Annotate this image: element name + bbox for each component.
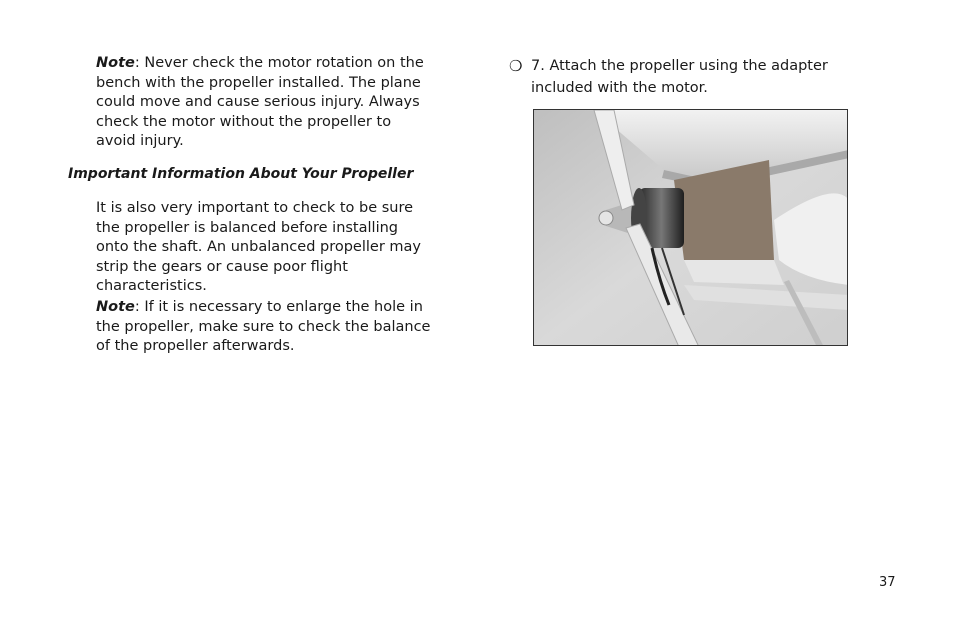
note-paragraph-motor-rotation bbox=[96, 54, 426, 152]
note-paragraph-enlarge-hole bbox=[96, 298, 431, 357]
motor-propeller-photo bbox=[533, 109, 848, 346]
note-text: : Never check the motor rotation on the bench with the propeller installed. The plane could move and cause serious injury. Always check the motor without the propeller to avoid injury. bbox=[96, 55, 424, 150]
step-7-instruction bbox=[509, 55, 874, 99]
page-number: 37 bbox=[879, 575, 896, 590]
step-text: 7. Attach the propeller using the adapter included with the motor. bbox=[531, 58, 828, 96]
info-paragraph-balance: It is also very important to check to be sure the propeller is balanced before installing onto the shaft. An unbalanced propeller may strip the gears or cause poor flight characteristics. bbox=[96, 200, 421, 295]
photo-illustration bbox=[534, 110, 848, 346]
section-heading-propeller: Important Information About Your Propeller bbox=[68, 166, 414, 182]
note-label: Note bbox=[96, 55, 135, 71]
note-label: Note bbox=[96, 299, 135, 315]
checkbox-circle-icon[interactable]: ❍ bbox=[509, 57, 523, 75]
note-text: : If it is necessary to enlarge the hole in the propeller, make sure to check the balance of the propeller afterwards. bbox=[96, 299, 431, 355]
